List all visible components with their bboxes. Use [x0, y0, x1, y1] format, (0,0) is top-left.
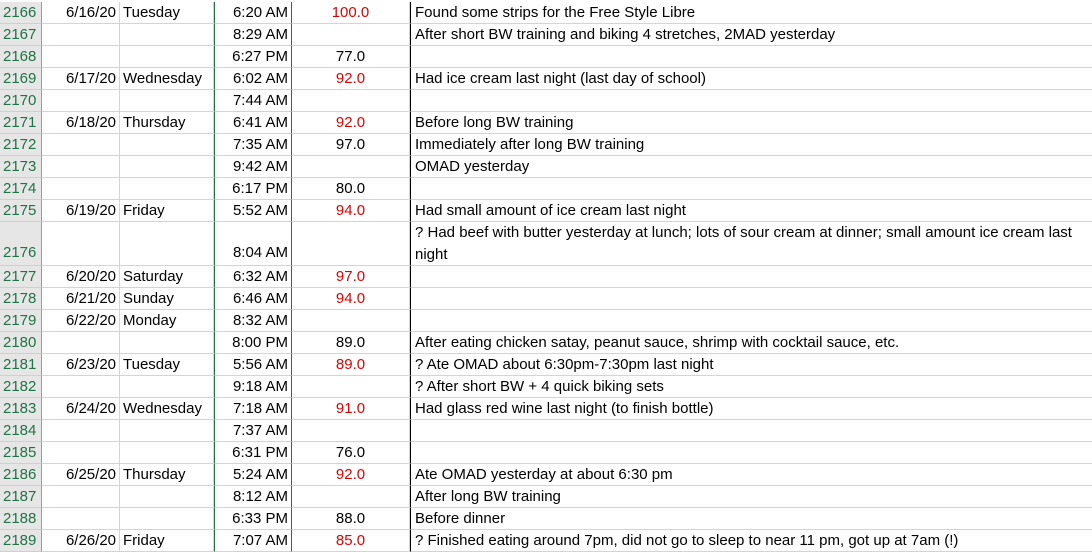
note-cell[interactable]: Had ice cream last night (last day of school) — [410, 68, 1092, 90]
day-cell[interactable] — [120, 24, 214, 46]
date-cell[interactable]: 6/19/20 — [42, 200, 120, 222]
glucose-value-cell[interactable]: 77.0 — [292, 46, 410, 68]
date-cell[interactable]: 6/26/20 — [42, 530, 120, 552]
time-cell[interactable]: 5:24 AM — [214, 464, 292, 486]
day-cell[interactable]: Sunday — [120, 288, 214, 310]
row-header[interactable]: 2172 — [0, 134, 42, 156]
date-cell[interactable] — [42, 178, 120, 200]
note-cell[interactable]: Immediately after long BW training — [410, 134, 1092, 156]
glucose-value-cell[interactable] — [292, 90, 410, 112]
glucose-value-cell[interactable]: 92.0 — [292, 464, 410, 486]
table-row — [0, 156, 1092, 178]
time-cell[interactable]: 6:33 PM — [214, 508, 292, 530]
note-cell[interactable]: Before dinner — [410, 508, 1092, 530]
table-row — [0, 420, 1092, 442]
time-cell[interactable]: 7:07 AM — [214, 530, 292, 552]
glucose-value-cell[interactable]: 92.0 — [292, 68, 410, 90]
row-header[interactable]: 2188 — [0, 508, 42, 530]
note-cell[interactable] — [410, 46, 1092, 68]
note-cell[interactable]: OMAD yesterday — [410, 156, 1092, 178]
time-cell[interactable]: 8:00 PM — [214, 332, 292, 354]
day-cell[interactable] — [120, 486, 214, 508]
row-header[interactable]: 2189 — [0, 530, 42, 552]
date-cell[interactable] — [42, 420, 120, 442]
time-cell[interactable]: 9:42 AM — [214, 156, 292, 178]
row-header[interactable]: 2169 — [0, 68, 42, 90]
date-cell[interactable] — [42, 222, 120, 266]
day-cell[interactable]: Monday — [120, 310, 214, 332]
row-header[interactable]: 2179 — [0, 310, 42, 332]
glucose-value-cell[interactable]: 94.0 — [292, 288, 410, 310]
date-cell[interactable]: 6/25/20 — [42, 464, 120, 486]
time-cell[interactable]: 6:20 AM — [214, 2, 292, 24]
table-row — [0, 222, 1092, 266]
glucose-value-cell[interactable]: 91.0 — [292, 398, 410, 420]
time-cell[interactable]: 8:29 AM — [214, 24, 292, 46]
glucose-value-cell[interactable]: 97.0 — [292, 266, 410, 288]
glucose-value-cell[interactable]: 89.0 — [292, 332, 410, 354]
date-cell[interactable]: 6/18/20 — [42, 112, 120, 134]
table-row — [0, 398, 1092, 420]
table-row — [0, 464, 1092, 486]
day-cell[interactable] — [120, 508, 214, 530]
row-header[interactable]: 2182 — [0, 376, 42, 398]
glucose-value-cell[interactable]: 94.0 — [292, 200, 410, 222]
row-header[interactable]: 2171 — [0, 112, 42, 134]
date-cell[interactable] — [42, 156, 120, 178]
day-cell[interactable] — [120, 222, 214, 266]
date-cell[interactable] — [42, 332, 120, 354]
note-cell[interactable]: Found some strips for the Free Style Libre — [410, 2, 1092, 24]
row-header[interactable]: 2174 — [0, 178, 42, 200]
note-cell[interactable]: ? Ate OMAD about 6:30pm-7:30pm last night — [410, 354, 1092, 376]
row-header[interactable]: 2187 — [0, 486, 42, 508]
day-cell[interactable] — [120, 332, 214, 354]
table-row — [0, 200, 1092, 222]
day-cell[interactable]: Tuesday — [120, 2, 214, 24]
date-cell[interactable]: 6/24/20 — [42, 398, 120, 420]
glucose-value-cell[interactable]: 88.0 — [292, 508, 410, 530]
table-row — [0, 266, 1092, 288]
date-cell[interactable] — [42, 508, 120, 530]
row-header[interactable]: 2177 — [0, 266, 42, 288]
day-cell[interactable] — [120, 178, 214, 200]
table-row — [0, 90, 1092, 112]
date-cell[interactable]: 6/16/20 — [42, 2, 120, 24]
glucose-value-cell[interactable]: 85.0 — [292, 530, 410, 552]
day-cell[interactable]: Thursday — [120, 112, 214, 134]
glucose-value-cell[interactable] — [292, 222, 410, 266]
time-cell[interactable]: 7:37 AM — [214, 420, 292, 442]
row-header[interactable]: 2166 — [0, 2, 42, 24]
time-cell[interactable]: 6:46 AM — [214, 288, 292, 310]
date-cell[interactable]: 6/21/20 — [42, 288, 120, 310]
note-cell[interactable]: Before long BW training — [410, 112, 1092, 134]
table-row — [0, 486, 1092, 508]
row-header[interactable]: 2176 — [0, 222, 42, 266]
table-row — [0, 310, 1092, 332]
note-cell[interactable]: Ate OMAD yesterday at about 6:30 pm — [410, 464, 1092, 486]
time-cell[interactable]: 6:17 PM — [214, 178, 292, 200]
time-cell[interactable]: 7:44 AM — [214, 90, 292, 112]
table-row — [0, 530, 1092, 552]
row-header[interactable]: 2178 — [0, 288, 42, 310]
time-cell[interactable]: 7:18 AM — [214, 398, 292, 420]
time-cell[interactable]: 6:41 AM — [214, 112, 292, 134]
date-cell[interactable] — [42, 46, 120, 68]
day-cell[interactable] — [120, 442, 214, 464]
time-cell[interactable]: 6:32 AM — [214, 266, 292, 288]
glucose-value-cell[interactable] — [292, 486, 410, 508]
glucose-value-cell[interactable]: 92.0 — [292, 112, 410, 134]
day-cell[interactable] — [120, 134, 214, 156]
day-cell[interactable]: Wednesday — [120, 398, 214, 420]
day-cell[interactable] — [120, 156, 214, 178]
time-cell[interactable]: 8:32 AM — [214, 310, 292, 332]
row-header[interactable]: 2184 — [0, 420, 42, 442]
glucose-value-cell[interactable]: 100.0 — [292, 2, 410, 24]
note-cell[interactable] — [410, 420, 1092, 442]
glucose-value-cell[interactable] — [292, 420, 410, 442]
date-cell[interactable] — [42, 486, 120, 508]
glucose-value-cell[interactable] — [292, 376, 410, 398]
date-cell[interactable]: 6/17/20 — [42, 68, 120, 90]
table-row — [0, 332, 1092, 354]
row-header[interactable]: 2170 — [0, 90, 42, 112]
row-header[interactable]: 2168 — [0, 46, 42, 68]
glucose-value-cell[interactable]: 89.0 — [292, 354, 410, 376]
table-row — [0, 134, 1092, 156]
time-cell[interactable]: 5:52 AM — [214, 200, 292, 222]
time-cell[interactable]: 8:04 AM — [214, 222, 292, 266]
date-cell[interactable]: 6/20/20 — [42, 266, 120, 288]
row-header[interactable]: 2181 — [0, 354, 42, 376]
row-header[interactable]: 2183 — [0, 398, 42, 420]
day-cell[interactable]: Friday — [120, 530, 214, 552]
time-cell[interactable]: 6:27 PM — [214, 46, 292, 68]
note-cell[interactable] — [410, 178, 1092, 200]
table-row — [0, 442, 1092, 464]
day-cell[interactable]: Thursday — [120, 464, 214, 486]
table-row — [0, 2, 1092, 24]
note-cell[interactable]: Had glass red wine last night (to finish bottle) — [410, 398, 1092, 420]
day-cell[interactable]: Tuesday — [120, 354, 214, 376]
note-cell[interactable] — [410, 442, 1092, 464]
note-cell[interactable] — [410, 310, 1092, 332]
note-cell[interactable]: ? Had beef with butter yesterday at lunch; lots of sour cream at dinner; small amount ice cream last night — [410, 222, 1092, 266]
note-cell[interactable]: After long BW training — [410, 486, 1092, 508]
note-cell[interactable]: After short BW training and biking 4 stretches, 2MAD yesterday — [410, 24, 1092, 46]
day-cell[interactable] — [120, 46, 214, 68]
time-cell[interactable]: 6:31 PM — [214, 442, 292, 464]
time-cell[interactable]: 7:35 AM — [214, 134, 292, 156]
day-cell[interactable]: Saturday — [120, 266, 214, 288]
day-cell[interactable]: Friday — [120, 200, 214, 222]
time-cell[interactable]: 8:12 AM — [214, 486, 292, 508]
date-cell[interactable] — [42, 90, 120, 112]
glucose-value-cell[interactable]: 80.0 — [292, 178, 410, 200]
day-cell[interactable]: Wednesday — [120, 68, 214, 90]
day-cell[interactable] — [120, 420, 214, 442]
table-row — [0, 508, 1092, 530]
table-row — [0, 112, 1092, 134]
table-row — [0, 354, 1092, 376]
table-row — [0, 68, 1092, 90]
note-cell[interactable]: After eating chicken satay, peanut sauce, shrimp with cocktail sauce, etc. — [410, 332, 1092, 354]
row-header[interactable]: 2173 — [0, 156, 42, 178]
date-cell[interactable]: 6/22/20 — [42, 310, 120, 332]
glucose-value-cell[interactable] — [292, 24, 410, 46]
day-cell[interactable] — [120, 376, 214, 398]
day-cell[interactable] — [120, 90, 214, 112]
note-cell[interactable] — [410, 288, 1092, 310]
date-cell[interactable] — [42, 24, 120, 46]
glucose-value-cell[interactable]: 76.0 — [292, 442, 410, 464]
table-row — [0, 178, 1092, 200]
row-header[interactable]: 2186 — [0, 464, 42, 486]
date-cell[interactable] — [42, 442, 120, 464]
table-row — [0, 376, 1092, 398]
date-cell[interactable]: 6/23/20 — [42, 354, 120, 376]
row-header[interactable]: 2175 — [0, 200, 42, 222]
note-cell[interactable] — [410, 90, 1092, 112]
date-cell[interactable] — [42, 134, 120, 156]
glucose-value-cell[interactable] — [292, 156, 410, 178]
row-header[interactable]: 2167 — [0, 24, 42, 46]
row-header[interactable]: 2185 — [0, 442, 42, 464]
table-row — [0, 46, 1092, 68]
note-cell[interactable]: Had small amount of ice cream last night — [410, 200, 1092, 222]
note-cell[interactable]: ? Finished eating around 7pm, did not go to sleep to near 11 pm, got up at 7am (!) — [410, 530, 1092, 552]
date-cell[interactable] — [42, 376, 120, 398]
glucose-value-cell[interactable] — [292, 310, 410, 332]
note-cell[interactable]: ? After short BW + 4 quick biking sets — [410, 376, 1092, 398]
note-cell[interactable] — [410, 266, 1092, 288]
time-cell[interactable]: 5:56 AM — [214, 354, 292, 376]
glucose-value-cell[interactable]: 97.0 — [292, 134, 410, 156]
table-row — [0, 24, 1092, 46]
row-header[interactable]: 2180 — [0, 332, 42, 354]
table-row — [0, 288, 1092, 310]
time-cell[interactable]: 6:02 AM — [214, 68, 292, 90]
time-cell[interactable]: 9:18 AM — [214, 376, 292, 398]
